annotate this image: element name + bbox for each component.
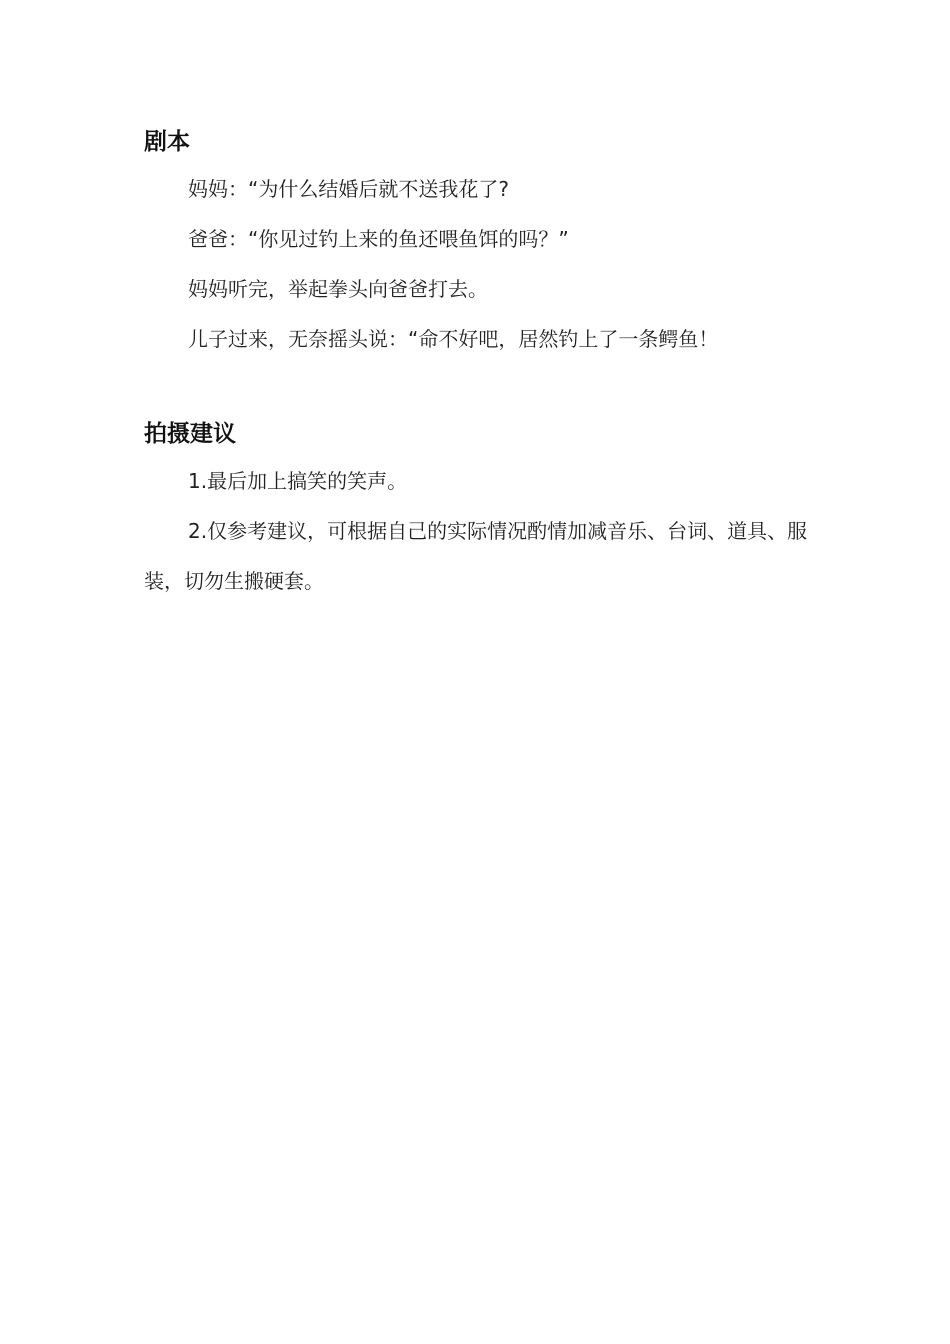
script-line-mom-reaction: 妈妈听完，举起拳头向爸爸打去。: [188, 277, 488, 301]
script-line-son: 儿子过来，无奈摇头说：“命不好吧，居然钓上了一条鳄鱼！: [188, 327, 719, 351]
suggestion-item-1: 1.最后加上搞笑的笑声。: [188, 469, 408, 493]
script-line-dad: 爸爸：“你见过钓上来的鱼还喂鱼饵的吗？”: [188, 227, 569, 251]
script-heading: 剧本: [144, 129, 190, 155]
script-line-mom: 妈妈：“为什么结婚后就不送我花了?: [188, 177, 509, 201]
document-content: [144, 120, 814, 606]
section-spacer: [144, 364, 814, 412]
suggestion-item-2: 2.仅参考建议，可根据自己的实际情况酌情加减音乐、台词、道具、服装，切勿生搬硬套。: [144, 519, 808, 593]
suggestions-heading: 拍摄建议: [144, 421, 236, 447]
